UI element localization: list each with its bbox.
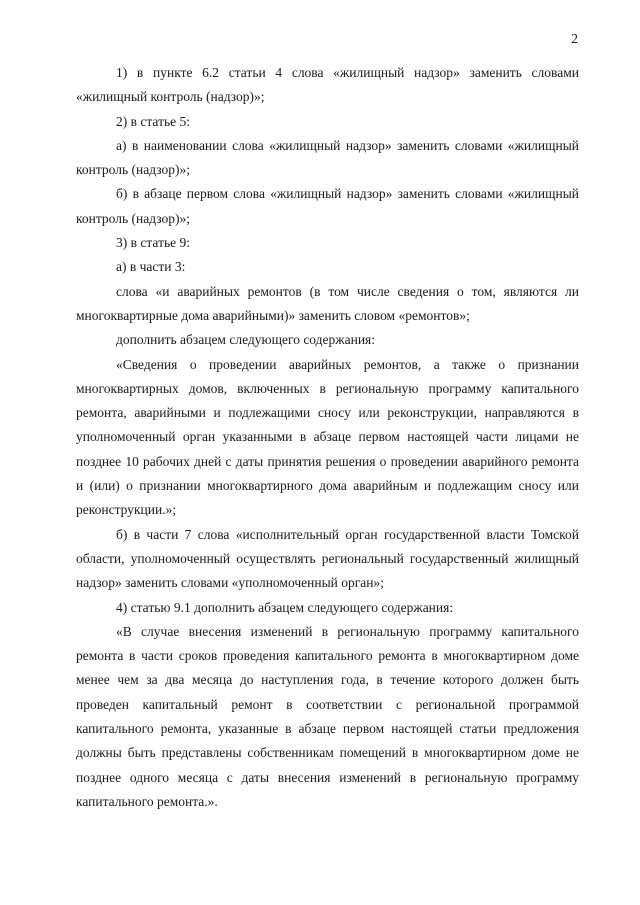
paragraph-7: слова «и аварийных ремонтов (в том числе сведения о том, являются ли многоквартирные дома аварийными)» заменить словом «ремонтов»;: [76, 283, 579, 323]
paragraph-11: 4) статью 9.1 дополнить абзацем следующего содержания:: [116, 599, 454, 615]
paragraph-9: «Сведения о проведении аварийных ремонтов, а также о признании многоквартирных домов, включенных в региональную программу капитального ремонта, аварийными и подлежащими сносу или реконструкции, направляются в уполномоченный орган указанными в абзаце первом настоящей части лицами не позднее 10 рабочих дней с даты принятия решения о проведении аварийного ремонта и (или) о признании многоквартирного дома аварийным и подлежащим сносу или реконструкции.»;: [76, 356, 579, 518]
document-body: [76, 61, 579, 814]
page-number: 2: [571, 31, 578, 46]
paragraph-2: 2) в статье 5:: [116, 113, 190, 129]
paragraph-6: а) в части 3:: [116, 259, 186, 275]
paragraph-3: а) в наименовании слова «жилищный надзор» заменить словами «жилищный контроль (надзор)»;: [76, 137, 579, 178]
paragraph-5: 3) в статье 9:: [116, 235, 190, 251]
paragraph-12: «В случае внесения изменений в региональную программу капитального ремонта в части сроков проведения капитального ремонта в многоквартирном доме менее чем за два месяца до наступления года, в течение которого должен быть проведен капитальный ремонт в соответствии с региональной программой капитального ремонта, указанные в абзаце первом настоящей статьи предложения должны быть представлены собственникам помещений в многоквартирном доме не позднее одного месяца с даты внесения изменений в региональную программу капитального ремонта.».: [76, 623, 579, 809]
paragraph-4: б) в абзаце первом слова «жилищный надзор» заменить словами «жилищный контроль (надзор)»;: [76, 186, 579, 226]
paragraph-1: 1) в пункте 6.2 статьи 4 слова «жилищный надзор» заменить словами «жилищный контроль (надзор)»;: [76, 65, 579, 105]
paragraph-8: дополнить абзацем следующего содержания:: [116, 332, 376, 348]
paragraph-10: б) в части 7 слова «исполнительный орган государственной власти Томской области, уполномоченный осуществлять региональный государственный жилищный надзор» заменить словами «уполномоченный орган»;: [76, 526, 579, 591]
